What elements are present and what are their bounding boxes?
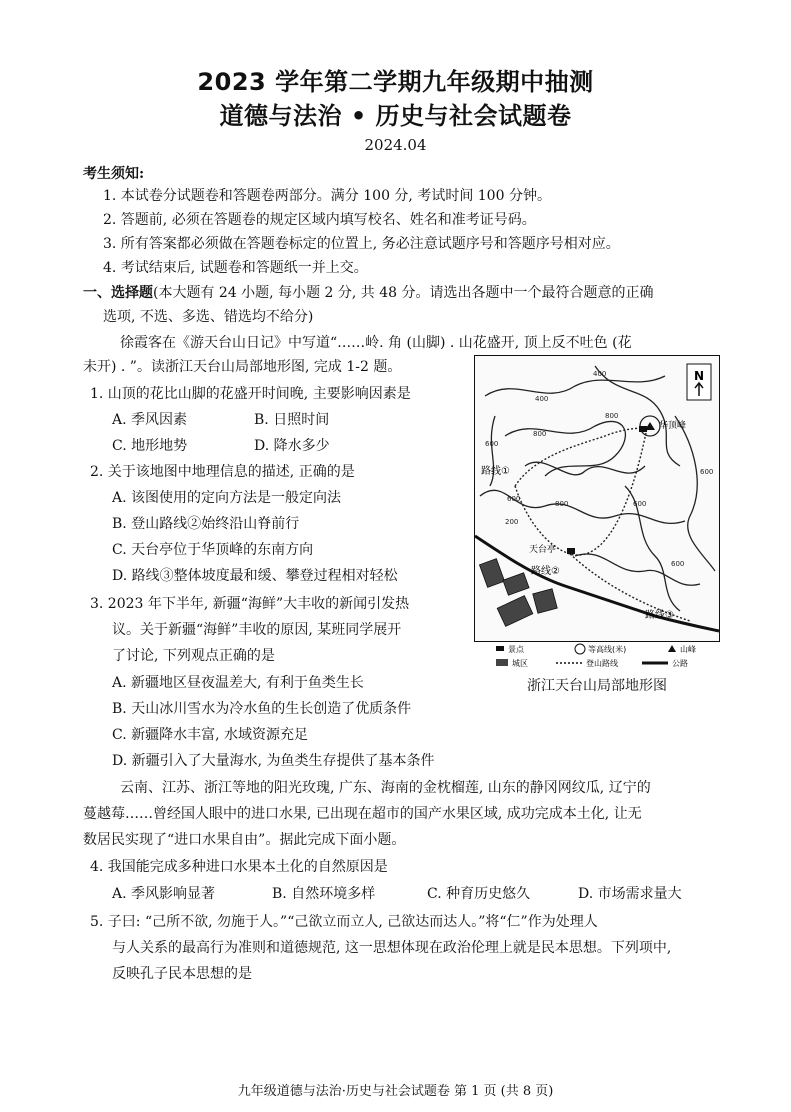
q3-option-a: A. 新疆地区昼夜温差大, 有利于鱼类生长 (112, 675, 364, 691)
scenic-spot-icon (639, 426, 647, 432)
q4-option-c: C. 种育历史悠久 (427, 886, 531, 902)
passage2-line2: 蔓越莓……曾经国人眼中的进口水果, 已出现在超市的国产水果区域, 成功完成本土化, 让无 (83, 806, 642, 822)
topographic-map-drawing (475, 356, 719, 641)
section1-title: 一、选择题 (83, 285, 153, 301)
contour-label: 800 (605, 412, 619, 420)
legend-city-icon (496, 659, 508, 666)
q4-option-a: A. 季风影响显著 (112, 886, 216, 902)
north-label: N (693, 369, 705, 383)
q1-option-c: C. 地形地势 (112, 438, 188, 454)
contour-label: 400 (535, 395, 549, 403)
q3-option-c: C. 新疆降水丰富, 水域资源充足 (112, 727, 309, 743)
passage2-line3: 数居民实现了“进口水果自由”。据此完成下面小题。 (83, 832, 406, 848)
q2-stem: 2. 关于该地图中地理信息的描述, 正确的是 (90, 464, 355, 480)
peak-label: 华顶峰 (659, 421, 687, 431)
page-footer: 九年级道德与法治·历史与社会试题卷 第 1 页 (共 8 页) (237, 1084, 554, 1099)
exam-title-line1: 2023 学年第二学期九年级期中抽测 (197, 68, 594, 96)
q2-option-b: B. 登山路线②始终沿山脊前行 (112, 516, 300, 532)
map-legend (474, 642, 720, 672)
city-block (533, 589, 557, 613)
trail-route-2 (515, 428, 647, 555)
q1-option-a: A. 季风因素 (112, 412, 188, 428)
legend-contour-icon (575, 644, 585, 654)
q3-stem-line3: 了讨论, 下列观点正确的是 (112, 648, 275, 664)
passage2-line1: 云南、江苏、浙江等地的阳光玫瑰, 广东、海南的金枕榴莲, 山东的静冈网纹瓜, 辽宁的 (120, 780, 651, 796)
legend-city-label: 城区 (512, 659, 528, 668)
q5-stem-line3: 反映孔子民本思想的是 (112, 966, 252, 982)
q3-option-d: D. 新疆引入了大量海水, 为鱼类生存提供了基本条件 (112, 753, 435, 769)
city-block (503, 573, 529, 596)
q4-option-b: B. 自然环境多样 (272, 886, 376, 902)
contour-label: 400 (593, 370, 607, 378)
legend-contour-label: 等高线(米) (588, 645, 627, 654)
map-caption: 浙江天台山局部地形图 (527, 678, 667, 694)
q4-stem: 4. 我国能完成多种进口水果本土化的自然原因是 (90, 859, 388, 875)
q1-stem: 1. 山顶的花比山脚的花盛开时间晚, 主要影响因素是 (90, 386, 411, 402)
route-2-label: 路线② (531, 566, 560, 577)
route-1-label: 路线① (481, 466, 510, 477)
contour-label: 600 (507, 495, 521, 503)
legend-road-label: 公路 (672, 659, 688, 668)
scenic-spot-icon (567, 548, 575, 554)
legend-scenic-icon (496, 646, 504, 651)
notice-item-4: 4. 考试结束后, 试题卷和答题纸一并上交。 (103, 260, 368, 276)
contour-line (575, 554, 700, 585)
q3-stem-line1: 3. 2023 年下半年, 新疆“海鲜”大丰收的新闻引发热 (90, 596, 410, 612)
city-block (479, 559, 504, 588)
legend-trail-label: 登山路线 (586, 659, 618, 668)
q3-stem-line2: 议。关于新疆“海鲜”丰收的原因, 某班同学展开 (112, 622, 402, 638)
passage1-line1: 徐霞客在《游天台山日记》中写道“……岭. 角 (山脚) . 山花盛开, 顶上反不吐色 (花 (120, 335, 632, 351)
section1-heading (83, 283, 654, 303)
notice-item-3: 3. 所有答案都必须做在答题卷标定的位置上, 务必注意试题序号和答题序号相对应。 (103, 236, 620, 252)
q2-option-d: D. 路线③整体坡度最和缓、攀登过程相对轻松 (112, 568, 398, 584)
legend-scenic-label: 景点 (508, 645, 524, 654)
section1-instructions-cont: 选项, 不选、多选、错选均不给分) (103, 309, 314, 325)
q2-option-c: C. 天台亭位于华顶峰的东南方向 (112, 542, 314, 558)
q5-stem-line1: 5. 子曰: “己所不欲, 勿施于人。”“己欲立而立人, 己欲达而达人。”将“仁”作为处理人 (90, 914, 598, 930)
contour-label: 600 (700, 468, 714, 476)
exam-date: 2024.04 (364, 136, 427, 154)
q2-option-a: A. 该图使用的定向方法是一般定向法 (112, 490, 342, 506)
legend-peak-icon (668, 645, 676, 652)
contour-line (675, 416, 715, 571)
contour-line (525, 462, 645, 475)
contour-label: 600 (671, 560, 685, 568)
contour-label: 200 (505, 518, 519, 526)
q3-option-b: B. 天山冰川雪水为冷水鱼的生长创造了优质条件 (112, 701, 412, 717)
exam-title-line2: 道德与法治 • 历史与社会试题卷 (219, 102, 572, 130)
city-block (497, 596, 533, 627)
notice-item-2: 2. 答题前, 必须在答题卷的规定区域内填写校名、姓名和准考证号码。 (103, 212, 536, 228)
contour-label: 600 (485, 440, 499, 448)
topographic-map (474, 355, 720, 642)
q4-option-d: D. 市场需求量大 (578, 886, 682, 902)
pavilion-label: 天台亭 (529, 545, 557, 555)
route-3-label: 路线③ (645, 610, 674, 621)
contour-label: 800 (533, 430, 547, 438)
section1-instructions: (本大题有 24 小题, 每小题 2 分, 共 48 分。请选出各题中一个最符合题意的正确 (153, 285, 654, 301)
notice-item-1: 1. 本试卷分试题卷和答题卷两部分。满分 100 分, 考试时间 100 分钟。 (103, 188, 551, 204)
q1-option-d: D. 降水多少 (254, 438, 330, 454)
contour-label: 600 (633, 500, 647, 508)
legend-peak-label: 山峰 (680, 645, 696, 654)
map-legend-drawing (474, 642, 720, 670)
q1-option-b: B. 日照时间 (254, 412, 330, 428)
q5-stem-line2: 与人关系的最高行为准则和道德规范, 这一思想体现在政治伦理上就是民本思想。下列项中, (112, 940, 672, 956)
contour-label: 800 (555, 500, 569, 508)
passage1-line2: 未开) . ”。读浙江天台山局部地形图, 完成 1-2 题。 (83, 359, 402, 375)
notice-heading: 考生须知: (83, 166, 145, 182)
